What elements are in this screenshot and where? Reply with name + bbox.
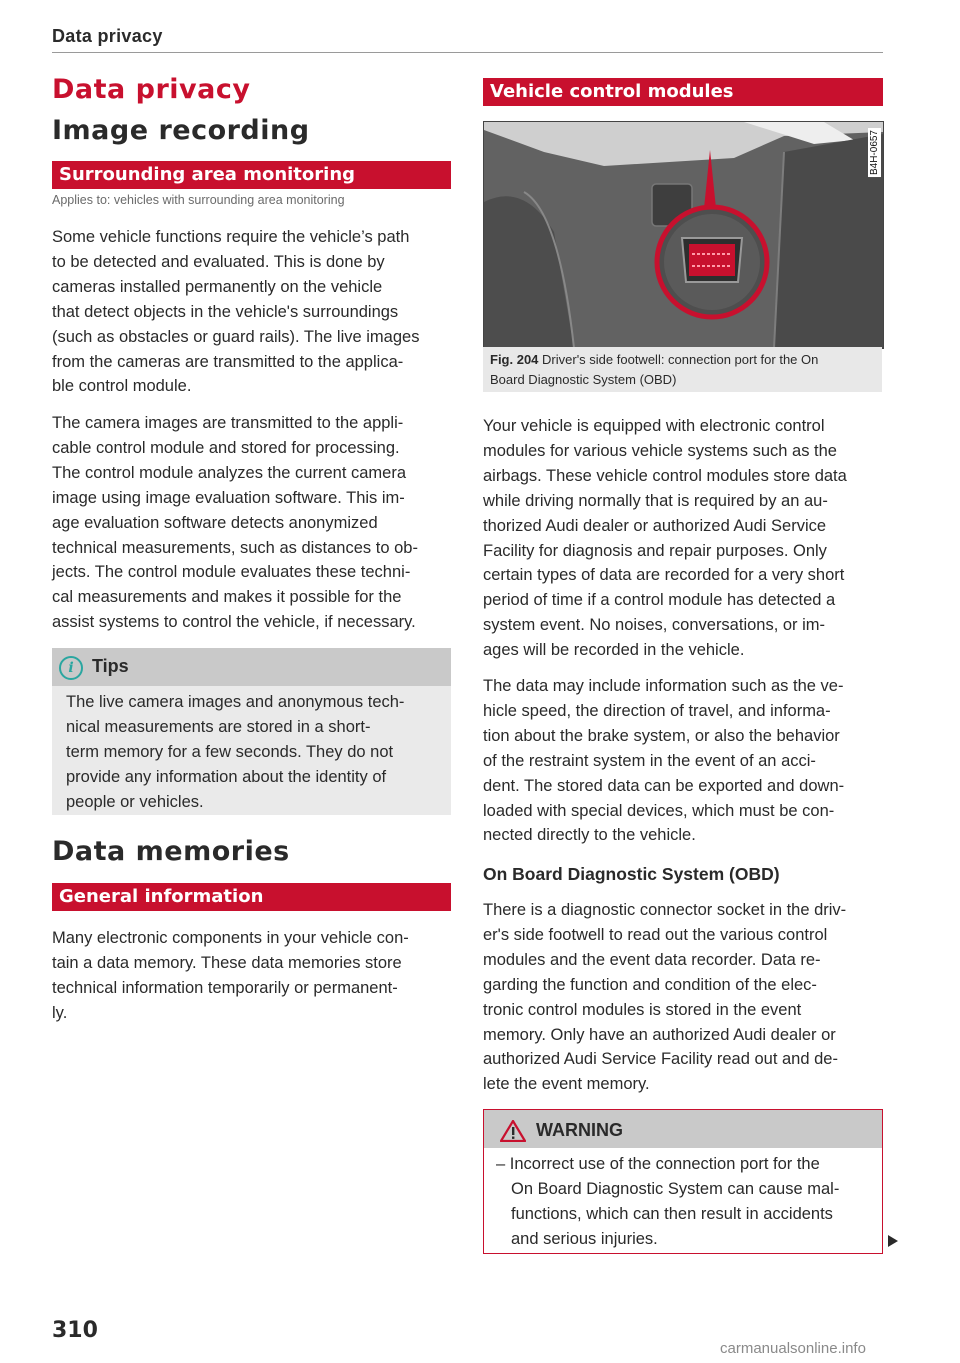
info-icon: i: [59, 656, 83, 680]
text-line: age evaluation software detects anonymized: [52, 513, 378, 532]
tips-body: [66, 690, 404, 815]
text-line: period of time if a control module has detected a: [483, 591, 836, 610]
page-number: 310: [52, 1318, 98, 1343]
text-line: functions, which can then result in accidents: [511, 1204, 833, 1223]
warning-header: [484, 1110, 882, 1148]
section-title-data-memories: Data memories: [52, 836, 290, 867]
figure-obd-port-illustration: [483, 121, 884, 349]
text-line: technical measurements, such as distances to ob-: [52, 538, 418, 557]
text-line: cameras installed permanently on the vehicle: [52, 277, 383, 296]
caption-line: [490, 350, 875, 370]
text-line: assist systems to control the vehicle, if necessary.: [52, 613, 416, 632]
subheading-obd: On Board Diagnostic System (OBD): [483, 864, 780, 884]
tips-title: Tips: [92, 656, 129, 676]
text-line: while driving normally that is required by an au-: [483, 491, 828, 510]
text-line: tronic control modules is stored in the event: [483, 1000, 802, 1019]
text-line: Some vehicle functions require the vehicle’s path: [52, 228, 410, 246]
text-line: authorized Audi Service Facility read out and de-: [483, 1050, 838, 1069]
text-line: modules and the event data recorder. Data re-: [483, 950, 821, 969]
watermark: carmanualsonline.info: [720, 1340, 866, 1357]
header-divider: [52, 52, 883, 53]
text-line: memory. Only have an authorized Audi dealer or: [483, 1025, 836, 1044]
text-line: of the restraint system in the event of an acci-: [483, 751, 816, 770]
text-line: cable control module and stored for processing.: [52, 438, 400, 457]
subsection-bar-vehicle-control-modules: Vehicle control modules: [483, 78, 883, 106]
warning-box: [483, 1109, 883, 1254]
text-line: nected directly to the vehicle.: [483, 826, 696, 845]
continue-arrow-icon: [888, 1235, 898, 1247]
caption-label: Fig. 204: [490, 352, 539, 367]
text-line: tion about the brake system, or also the behavior: [483, 726, 840, 745]
footwell-illustration: [484, 122, 883, 348]
text-line: certain types of data are recorded for a very short: [483, 566, 845, 585]
text-line: Facility for diagnosis and repair purposes. Only: [483, 541, 827, 560]
text-line: airbags. These vehicle control modules store data: [483, 466, 847, 485]
text-line: term memory for a few seconds. They do not: [66, 742, 394, 761]
paragraph-general-information: [52, 926, 409, 1026]
text-line: jects. The control module evaluates these techni-: [52, 563, 411, 582]
text-line: On Board Diagnostic System can cause mal-: [511, 1179, 840, 1198]
text-line: dent. The stored data can be exported and down-: [483, 776, 845, 795]
text-line: system event. No noises, conversations, or im-: [483, 616, 826, 635]
subsection-bar-surrounding-area: Surrounding area monitoring: [52, 161, 451, 189]
text-line: ages will be recorded in the vehicle.: [483, 641, 745, 660]
text-line: thorized Audi dealer or authorized Audi Service: [483, 516, 827, 535]
paragraph-control-modules-1: [483, 414, 847, 663]
paragraph-obd: [483, 898, 846, 1097]
text-line: tain a data memory. These data memories store: [52, 953, 402, 972]
text-line: The live camera images and anonymous tech-: [66, 693, 405, 711]
text-line: Many electronic components in your vehicle con-: [52, 929, 409, 947]
paragraph-control-modules-2: [483, 674, 844, 848]
text-line: technical information temporarily or permanent-: [52, 978, 398, 997]
text-line: nical measurements are stored in a short-: [66, 717, 371, 736]
text-line: The data may include information such as the ve-: [483, 677, 844, 695]
text-line: lete the event memory.: [483, 1075, 650, 1094]
applies-to-note: Applies to: vehicles with surrounding area monitoring: [52, 193, 345, 207]
text-line: from the cameras are transmitted to the applica-: [52, 352, 404, 371]
text-line: The camera images are transmitted to the appli-: [52, 414, 404, 432]
section-title-data-privacy: Data privacy: [52, 74, 251, 105]
running-header: Data privacy: [52, 26, 163, 46]
text-line: provide any information about the identity of: [66, 767, 387, 786]
section-title-image-recording: Image recording: [52, 115, 310, 146]
caption-text: Driver's side footwell: connection port for the On: [538, 352, 819, 367]
text-line: ble control module.: [52, 377, 192, 396]
text-line: that detect objects in the vehicle's surroundings: [52, 302, 399, 321]
text-line: hicle speed, the direction of travel, and informa-: [483, 701, 831, 720]
text-line: to be detected and evaluated. This is done by: [52, 252, 385, 271]
text-line: ly.: [52, 1003, 68, 1022]
warning-title: WARNING: [536, 1120, 623, 1140]
tips-header: [52, 648, 451, 686]
tips-box: [52, 648, 451, 815]
text-line: The control module analyzes the current camera: [52, 463, 407, 482]
paragraph-surrounding-1: [52, 225, 419, 399]
warning-body: [496, 1152, 839, 1252]
text-line: (such as obstacles or guard rails). The live images: [52, 327, 420, 346]
text-line: Your vehicle is equipped with electronic control: [483, 417, 825, 435]
figure-caption: [483, 347, 882, 392]
text-line: modules for various vehicle systems such as the: [483, 441, 837, 460]
text-line: garding the function and condition of the elec-: [483, 975, 817, 994]
text-line: There is a diagnostic connector socket in the driv-: [483, 901, 847, 919]
text-line: er's side footwell to read out the various control: [483, 925, 828, 944]
paragraph-surrounding-2: [52, 411, 418, 635]
text-line: cal measurements and makes it possible for the: [52, 588, 402, 607]
text-line: image using image evaluation software. This im-: [52, 488, 405, 507]
text-line: people or vehicles.: [66, 792, 204, 811]
caption-line: Board Diagnostic System (OBD): [490, 372, 677, 387]
figure-code: B4H-0657: [869, 130, 880, 176]
subsection-bar-general-information: General information: [52, 883, 451, 911]
text-line: loaded with special devices, which must be con-: [483, 801, 835, 820]
text-line: – Incorrect use of the connection port for the: [496, 1155, 820, 1173]
text-line: and serious injuries.: [511, 1229, 658, 1248]
warning-triangle-icon: [500, 1120, 526, 1142]
